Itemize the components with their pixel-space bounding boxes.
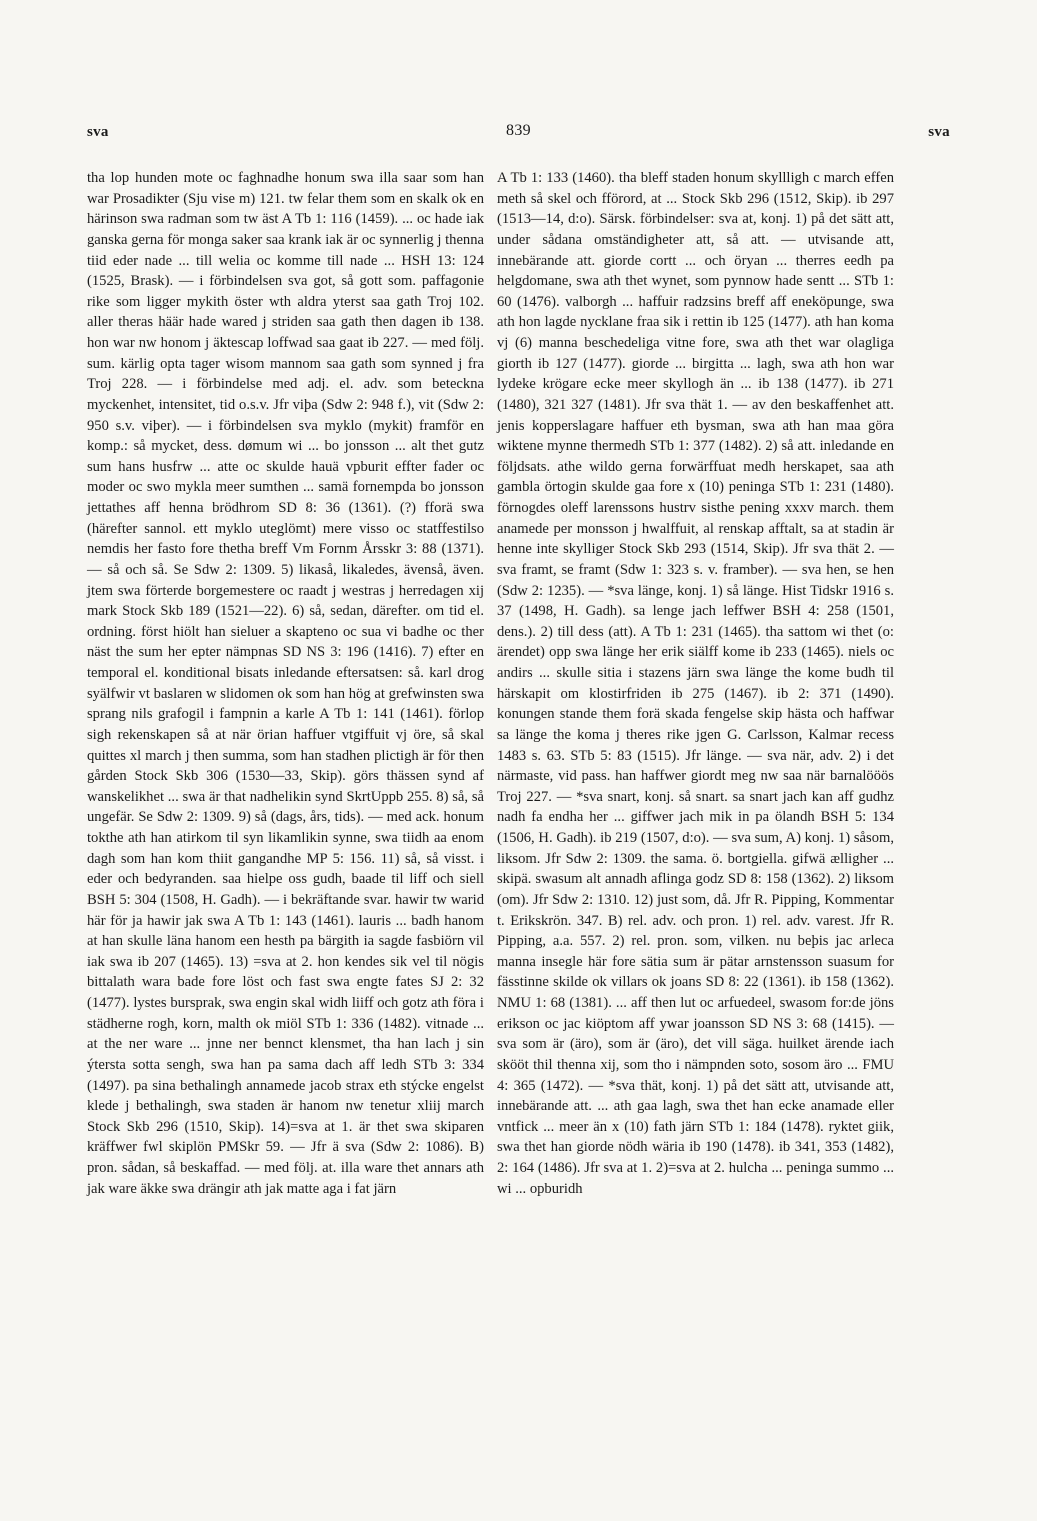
running-head-left: sva [87,124,109,140]
right-column [497,168,894,1199]
left-column [87,168,484,1199]
right-column-text: A Tb 1: 133 (1460). tha bleff staden honum skyllligh c march effen meth så skel och fförord, at ... Stock Skb 296 (1512, Skip). ib 297 (1513—14, d:o). Särsk. förbindelser: sva at, konj. 1) på det sätt att, under sådana omständigheter att, så att. — utvisande att, innebärande att. giorde cortt ... och öryan ... therres eedh pa helgdomane, swa ath thet wynet, som pynnow hade sentt ... STb 1: 60 (1476). valborgh ... haffuir radzsins breff aff eneköpunge, swa ath hon lagde nycklane fraa sik i rettin ib 125 (1477). ath han koma vj (6) manna beschedeliga vitne fore, swa ath thet war olagliga giorth ib 127 (1477). giorde ... birgitta ... lagh, swa ath hon war lydeke krögare ecke meer skyllogh än ... ib 138 (1477). ib 271 (1480), 321 327 (1481). Jfr sva thät 1. — av den beskaffenhet att. jenis kopperslagare haffuer eth bysman, swa ath han maa göra wiktene mynne thermedh STb 1: 377 (1482). 2) så att. inledande en följdsats. athe wildo gerna forwärffuat medh herskapet, saa ath gambla örtogin skulde gaa fore x (10) peninga STb 1: 231 (1480). förnogdes oleff larenssons hustrv sisthe pening xxxv march. them anamede per monsson j hwalffuit, al renskap afftalt, sa at stadin är henne inte skylliger Stock Skb 293 (1514, Skip). Jfr sva thät 2. — sva framt, se framt (Sdw 1: 323 s. v. framber). — sva hen, se hen (Sdw 2: 1235). — *sva länge, konj. 1) så länge. Hist Tidskr 1916 s. 37 (1498, H. Gadh). sa lenge jach leffwer BSH 4: 258 (1501, dens.). 2) till dess (att). A Tb 1: 231 (1465). tha sattom wi thet (o: ärendet) opp swa länge her erik siälff kome ib 233 (1465). niels oc andirs ... skulle sitia i stazens järn swa länge the kome budh til härskapit om klostirfriden ib 275 (1467). ib 2: 371 (1490). konungen stande them forä skada fengelse skip hästa och haffwar sa länge the koma j theres rike jgen G. Carlsson, Kalmar recess 1483 s. 63. STb 5: 83 (1515). Jfr länge. — sva när, adv. 2) i det närmaste, vid pass. han haffwer giordt meg nw saa när barnalööös Troj 227. — *sva snart, konj. så snart. sa snart jach kan aff gudhz nadh fa endha her ... giffwer jach mik in pa ölandh BSH 5: 134 (1506, H. Gadh). ib 219 (1507, d:o). — sva sum, A) konj. 1) såsom, liksom. Jfr Sdw 2: 1309. the sama. ö. bortgiella. gifwä ælligher ... skipä. swasum alt annadh aflinga godz SD 8: 158 (1362). 2) liksom (om). Jfr Sdw 2: 1310. 12) just som, då. Jfr R. Pipping, Kommentar t. Erikskrön. 347. B) rel. adv. och pron. 1) rel. adv. varest. Jfr R. Pipping, a.a. 557. 2) rel. pron. som, vilken. nu beþis jac arleca manna insegle här fore sätia sum är pätar arnstensson suasum for fässtinne skilde ok villars ok joans SD 8: 22 (1361). ib 158 (1362). NMU 1: 68 (1381). ... aff then lut oc arfuedeel, swasom for:de jöns erikson oc jac kiöptom aff ywar joansson SD NS 3: 68 (1415). — sva som är (äro), som är (äro), det vill säga. huilket ärende iach skööt thil thenna xij, som tho i nämpnden soto, sosom äro ... FMU 4: 365 (1472). — *sva thät, konj. 1) på det sätt att, utvisande att, innebärande att. ... ath gaa lagh, swa thet han ecke anamade eller vntfick ... meer än x (10) fath järn STb 1: 184 (1478). ryktet giik, swa thet han giorde nödh wäria ib 190 (1478). ib 341, 353 (1482), 2: 164 (1486). Jfr sva at 1. 2)=sva at 2. hulcha ... peninga summo ... wi ... opburidh [497,170,894,1197]
left-column-text: tha lop hunden mote oc faghnadhe honum swa illa saar som han war Prosadikter (Sju vise m) 121. tw felar them som en skalk ok en härinson swa radman som tw äst A Tb 1: 116 (1459). ... oc hade iak ganska gerna för monga saker saa krank iak är oc synnerlig j thenna tiid eder nade ... till welia oc komme till nade ... HSH 13: 124 (1525, Brask). — i förbindelsen sva got, så gott som. paffagonie rike som ligger mykith öster wth aldra yterst saa gath Troj 102. aller theras häär hade wared j striden saa gath then dagen ib 138. hon war nw honom j äktescap loffwad saa gaat ib 227. — med följ. sum. kärlig opta tager wisom mannom saa gath som synned j fra Troj 228. — i förbindelse med adj. el. adv. som beteckna myckenhet, intensitet, tid o.s.v. Jfr viþa (Sdw 2: 948 f.), vit (Sdw 2: 950 s.v. viþer). — i förbindelsen sva myklo (mykit) framför en komp.: så mycket, dess. dømum wi ... bo jonsson ... alt thet gutz sum hans husfrw ... atte oc skulde hauä vpburit effter fader oc moder oc swo mykla meer sumthen ... samä fornempda bo jonsson jettathes aff henna brödhrom SD 8: 36 (1361). (?) fforä swa (härefter sannol. ett myklo uteglömt) mere visso oc statffestilso nemdis her fasto fore thetha breff Vm Fornm Årsskr 3: 88 (1371). — så och så. Se Sdw 2: 1309. 5) likaså, likaledes, ävenså, även. jtem swa förterde borgemestere oc raadt j westras j herredagen xij mark Stock Skb 189 (1521—22). 6) så, sedan, därefter. om tid el. ordning. först hiölt han sieluer a skapteno oc sua vi badhe oc ther näst the sum her epter nämpnas SD NS 3: 196 (1416). 7) efter en temporal el. konditional bisats inledande eftersatsen: så. karl drog syälfwir vt baslaren w slidomen ok som han hög at grefwinsten swa sprang nils grafogil i fampnin a karle A Tb 1: 141 (1461). förlop sigh rekenskapen så at när örian haffuer vtgiffuit vj öre, så skal quittes xl march j then summa, som han stadhen plictigh är för then gården Stock Skb 306 (1530—33, Skip). görs thässen synd af wanskelikhet ... swa är that nadhelikin synd SkrtUppb 255. 8) så, så ungefär. Se Sdw 2: 1309. 9) så (dags, års, tids). — med ack. honum tokthe ath han atirkom til syn likamlikin synne, swa tiidh aa enom dagh som han kom thiit gangandhe MP 5: 156. 11) så, så visst. i eder och bedyranden. saa hielpe oss gudh, baade til liff och siell BSH 5: 304 (1508, H. Gadh). — i bekräftande svar. hawir tw warid här för ja hawir jak swa A Tb 1: 143 (1461). lauris ... badh hanom at han skulle läna hanom een hesth pa bärgith ia sagde fasbiörn vil iak swa ib 207 (1465). 13) =sva at 2. hon kendes sik vel til nögis bittalath wara bade fore löst och fast swa engte fates SJ 2: 32 (1477). lystes bursprak, swa engin skal widh liiff och gotz ath föra i städherne rogh, korn, malth ok miöl STb 1: 336 (1482). vitnade ... at the ner ware ... jnne ner bennct klensmet, tha han lach j sin ýtersta sotta sengh, swa han pa sama dach aff ledh STb 3: 334 (1497). pa sina bethalingh annamede jacob strax eth stýcke engelst klede j bethalingh, swa staden är hanom nw tenetur xliij march Stock Skb 296 (1510, Skip). 14)=sva at 1. är thet swa skiparen kräffwer fwl skiplön PMSkr 59. — Jfr ä sva (Sdw 2: 1086). B) pron. sådan, så beskaffad. — med följ. at. illa ware thet annars ath jak ware äkke swa drängir ath jak matte aga i fat järn [87,170,484,1197]
page-number: 839 [506,122,531,139]
running-head-right: sva [928,124,950,140]
